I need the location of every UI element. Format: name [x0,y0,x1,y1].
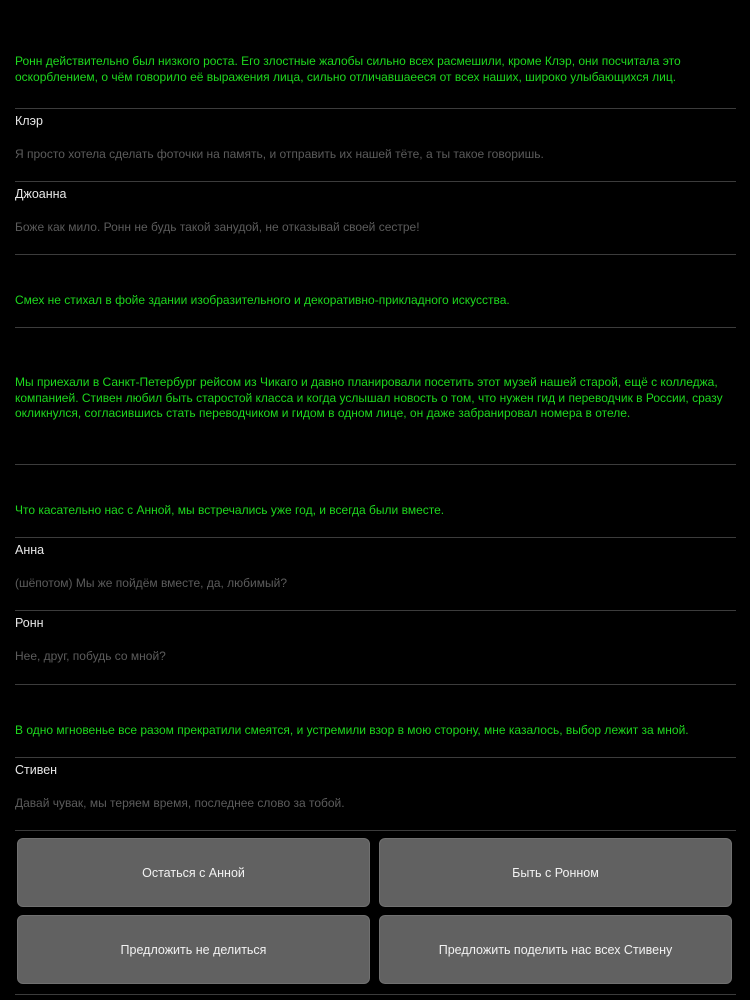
narration-text: Что касательно нас с Анной, мы встречались уже год, и всегда были вместе. [15,503,445,517]
choice-stay-with-anna-button[interactable]: Остаться с Анной [17,838,370,907]
dialogue-text: (шёпотом) Мы же пойдём вместе, да, любимый? [15,576,287,590]
divider [15,327,736,328]
narration-text: Ронн действительно был низкого роста. Его злостные жалобы сильно всех расмешили, кроме Клэр, они посчитала это оскорблением, о чём говорило её выражения лица, сильно отличавшаееся от всех наших, широко улыбающихся лиц. [15,54,681,84]
choice-propose-not-split-button[interactable]: Предложить не делиться [17,915,370,984]
speaker-name: Стивен [15,763,58,777]
speaker-name: Ронн [15,616,44,630]
choice-be-with-ronn-button[interactable]: Быть с Ронном [379,838,732,907]
narration-text: Мы приехали в Санкт-Петербург рейсом из Чикаго и давно планировали посетить этот музей нашей старой, ещё с колледжа, компанией. Стивен любил быть старостой класса и когда услышал новость о том, что нужен гид и переводчик в России, сразу окликнулся, согласившись стать переводчиком и гидом в одном лице, он даже забранировал номера в отеле. [15,375,723,420]
choice-propose-split-stiven-button[interactable]: Предложить поделить нас всех Стивену [379,915,732,984]
divider [15,610,736,611]
divider [15,464,736,465]
dialogue-text: Давай чувак, мы теряем время, последнее слово за тобой. [15,796,345,810]
speaker-name: Анна [15,543,45,557]
divider [15,757,736,758]
divider [15,830,736,831]
narration-text: Смех не стихал в фойе здании изобразительного и декоративно-прикладного искусства. [15,293,510,307]
divider [15,684,736,685]
dialogue-text: Я просто хотела сделать фоточки на память, и отправить их нашей тёте, а ты такое говоришь. [15,147,544,161]
divider [15,537,736,538]
divider [15,108,736,109]
speaker-name: Джоанна [15,187,67,201]
divider [15,994,736,995]
divider [15,181,736,182]
narration-text: В одно мгновенье все разом прекратили смеятся, и устремили взор в мою сторону, мне казалось, выбор лежит за мной. [15,723,689,737]
dialogue-text: Боже как мило. Ронн не будь такой занудой, не отказывай своей сестре! [15,220,420,234]
dialogue-text: Нее, друг, побудь со мной? [15,649,166,663]
divider [15,254,736,255]
speaker-name: Клэр [15,114,43,128]
choice-panel [0,832,750,1000]
